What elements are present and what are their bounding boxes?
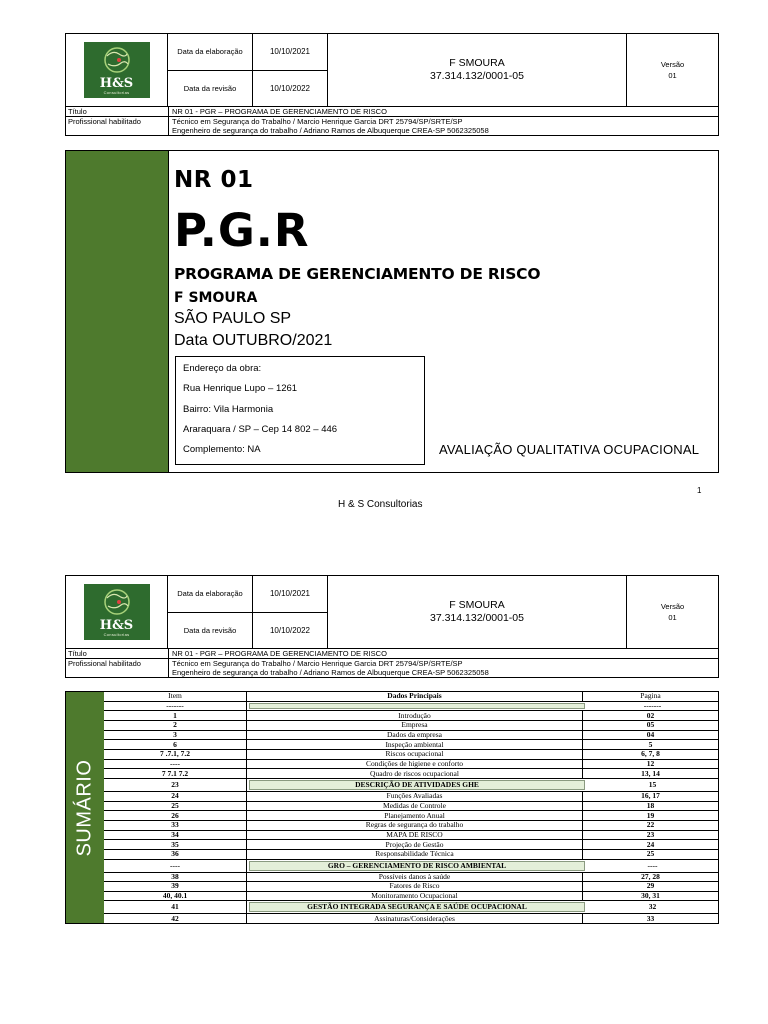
- summary-item: 35: [104, 840, 247, 849]
- summary-dados: Riscos ocupacional: [247, 750, 583, 759]
- summary-row: [104, 901, 718, 914]
- summary-dados: Regras de segurança do trabalho: [247, 821, 583, 830]
- summary-item: 7 7.1 7.2: [104, 769, 247, 778]
- summary-item: ----: [104, 760, 247, 769]
- summary-item: 25: [104, 802, 247, 811]
- summary-item: 26: [104, 811, 247, 820]
- summary-pagina: 33: [646, 913, 655, 923]
- header-item: Item: [104, 692, 247, 701]
- cover-pgr: P.G.R: [174, 204, 310, 257]
- summary-row: [104, 760, 718, 770]
- summary-item: 24: [104, 792, 247, 801]
- summary-item: 1: [104, 711, 247, 720]
- company-name: F SMOURA: [449, 57, 505, 69]
- label-elaboracao: Data da elaboração: [168, 576, 253, 612]
- summary-item: 33: [104, 821, 247, 830]
- logo-cell: [66, 576, 168, 648]
- summary-row: [104, 802, 718, 812]
- version-info: [627, 34, 718, 106]
- titulo-label: Título: [66, 649, 169, 658]
- summary-item: 42: [104, 914, 247, 923]
- summary-dados: Responsabilidade Técnica: [247, 850, 583, 859]
- version-label: Versão: [660, 60, 685, 69]
- summary-pagina: 24: [646, 839, 655, 849]
- summary-pagina: 15: [648, 779, 657, 789]
- summary-dados: [249, 703, 585, 710]
- label-revisao: Data da revisão: [168, 613, 253, 649]
- summary-row: [104, 731, 718, 741]
- address-city: Araraquara / SP – Cep 14 802 – 446: [183, 423, 338, 435]
- summary-table: [65, 691, 719, 924]
- prof-line-2: Engenheiro de segurança do trabalho / Adriano Ramos de Albuquerque CREA-SP 5062325058: [172, 126, 489, 135]
- summary-dados: Empresa: [247, 721, 583, 730]
- summary-dados: Inspeção ambiental: [247, 740, 583, 749]
- summary-dados: Dados da empresa: [247, 731, 583, 740]
- company-info: [328, 576, 627, 648]
- summary-dados: Projeção de Gestão: [247, 840, 583, 849]
- summary-row: [104, 779, 718, 792]
- summary-item: 41: [104, 901, 247, 913]
- logo-cell: [66, 34, 168, 106]
- company-name: F SMOURA: [449, 599, 505, 611]
- summary-pagina: 02: [646, 710, 655, 720]
- avaliacao-title: AVALIAÇÃO QUALITATIVA OCUPACIONAL: [439, 442, 700, 457]
- summary-pagina: 16, 17: [641, 791, 660, 801]
- summary-dados: Fatores de Risco: [247, 882, 583, 891]
- summary-row: [104, 769, 718, 779]
- summary-pagina: 04: [646, 729, 655, 739]
- summary-dados: GESTÃO INTEGRADA SEGURANÇA E SAÚDE OCUPACIONAL: [249, 902, 585, 912]
- summary-item: 39: [104, 882, 247, 891]
- cover-program: PROGRAMA DE GERENCIAMENTO DE RISCO: [174, 265, 541, 283]
- company-cnpj: 37.314.132/0001-05: [429, 70, 524, 82]
- cover-company: F SMOURA: [174, 290, 258, 306]
- summary-side-bar: [66, 692, 104, 923]
- version-value: 01: [668, 613, 677, 622]
- header-pagina: Pagina: [640, 691, 661, 701]
- summary-pagina: 05: [646, 720, 655, 730]
- summary-item: 36: [104, 850, 247, 859]
- summary-pagina: 6, 7, 8: [641, 749, 660, 759]
- company-logo: H&S Consultorias: [84, 584, 150, 640]
- summary-pagina: 30, 31: [641, 891, 660, 901]
- summary-item: 7 .7.1, 7.2: [104, 750, 247, 759]
- page-number: 1: [697, 486, 702, 495]
- date-revisao: 10/10/2022: [269, 83, 311, 93]
- titulo-label: Título: [66, 107, 169, 116]
- prof-line-2: Engenheiro de segurança do trabalho / Adriano Ramos de Albuquerque CREA-SP 5062325058: [172, 668, 489, 677]
- document-header-2: [65, 575, 719, 678]
- address-title: Endereço da obra:: [183, 363, 262, 374]
- cover-panel: [65, 150, 719, 473]
- summary-dados: Planejamento Anual: [247, 811, 583, 820]
- summary-dados: GRO – GERENCIAMENTO DE RISCO AMBIENTAL: [249, 861, 585, 871]
- summary-row: [104, 702, 718, 712]
- summary-pagina: ----: [647, 860, 658, 870]
- summary-item: 6: [104, 740, 247, 749]
- summary-item: -------: [104, 702, 247, 711]
- summary-item: 3: [104, 731, 247, 740]
- company-info: [328, 34, 627, 106]
- globe-icon: [99, 588, 135, 616]
- prof-label: Profissional habilitado: [66, 659, 169, 677]
- summary-side-label: SUMÁRIO: [73, 759, 96, 856]
- summary-dados: Possíveis danos à saúde: [247, 873, 583, 882]
- document-header: [65, 33, 719, 136]
- cover-date: Data OUTUBRO/2021: [174, 332, 333, 349]
- summary-item: 23: [104, 779, 247, 791]
- address-complemento: Complemento: NA: [183, 444, 261, 456]
- summary-dados: Quadro de riscos ocupacional: [247, 769, 583, 778]
- summary-row: [104, 892, 718, 902]
- footer-company: H & S Consultorias: [338, 499, 423, 510]
- label-revisao: Data da revisão: [168, 71, 253, 107]
- prof-line-1: Técnico em Segurança do Trabalho / Marcio Henrique Garcia DRT 25794/SP/SRTE/SP: [172, 117, 463, 126]
- version-label: Versão: [660, 602, 685, 611]
- summary-dados: Monitoramento Ocupacional: [247, 892, 583, 901]
- version-value: 01: [668, 71, 677, 80]
- cover-city: SÃO PAULO SP: [174, 310, 292, 327]
- company-logo: H&S Consultorias: [84, 42, 150, 98]
- summary-dados: Introdução: [247, 711, 583, 720]
- address-box: [175, 356, 425, 465]
- address-street: Rua Henrique Lupo – 1261: [183, 383, 298, 395]
- summary-row: [104, 850, 718, 860]
- summary-row: [104, 914, 718, 923]
- summary-pagina: 19: [646, 810, 655, 820]
- summary-pagina: 13, 14: [641, 768, 660, 778]
- date-revisao: 10/10/2022: [269, 625, 311, 635]
- date-elaboracao: 10/10/2021: [269, 47, 311, 57]
- summary-dados: Assinaturas/Considerações: [247, 914, 583, 923]
- summary-pagina: 5: [648, 739, 653, 749]
- summary-pagina: 22: [646, 820, 655, 830]
- summary-pagina: 32: [648, 902, 657, 912]
- summary-pagina: -------: [643, 700, 662, 710]
- summary-dados: MAPA DE RISCO: [247, 831, 583, 840]
- company-cnpj: 37.314.132/0001-05: [429, 612, 524, 624]
- date-elaboracao: 10/10/2021: [269, 589, 311, 599]
- summary-pagina: 23: [646, 829, 655, 839]
- summary-dados: Medidas de Controle: [247, 802, 583, 811]
- prof-line-1: Técnico em Segurança do Trabalho / Marcio Henrique Garcia DRT 25794/SP/SRTE/SP: [172, 659, 463, 668]
- header-dados: Dados Principais: [247, 692, 583, 701]
- summary-dados: DESCRIÇÃO DE ATIVIDADES GHE: [249, 780, 585, 790]
- summary-item: 34: [104, 831, 247, 840]
- address-bairro: Bairro: Vila Harmonia: [183, 403, 274, 415]
- summary-header-row: [104, 692, 718, 702]
- summary-dados: Funções Avaliadas: [247, 792, 583, 801]
- titulo-value: NR 01 - PGR – PROGRAMA DE GERENCIAMENTO DE RISCO: [172, 649, 387, 658]
- summary-pagina: 25: [646, 849, 655, 859]
- cover-green-bar: [66, 151, 169, 472]
- summary-item: ----: [104, 860, 247, 872]
- summary-item: 2: [104, 721, 247, 730]
- summary-pagina: 29: [646, 881, 655, 891]
- summary-pagina: 27, 28: [641, 871, 660, 881]
- prof-label: Profissional habilitado: [66, 117, 169, 135]
- version-info: [627, 576, 718, 648]
- summary-pagina: 18: [646, 800, 655, 810]
- titulo-value: NR 01 - PGR – PROGRAMA DE GERENCIAMENTO DE RISCO: [172, 107, 387, 116]
- summary-item: 40, 40.1: [104, 892, 247, 901]
- summary-row: [104, 860, 718, 873]
- label-elaboracao: Data da elaboração: [168, 34, 253, 70]
- summary-item: 38: [104, 873, 247, 882]
- summary-pagina: 12: [646, 758, 655, 768]
- summary-dados: Condições de higiene e conforto: [247, 760, 583, 769]
- cover-nr: NR 01: [174, 167, 254, 193]
- summary-row: [104, 831, 718, 841]
- globe-icon: [99, 46, 135, 74]
